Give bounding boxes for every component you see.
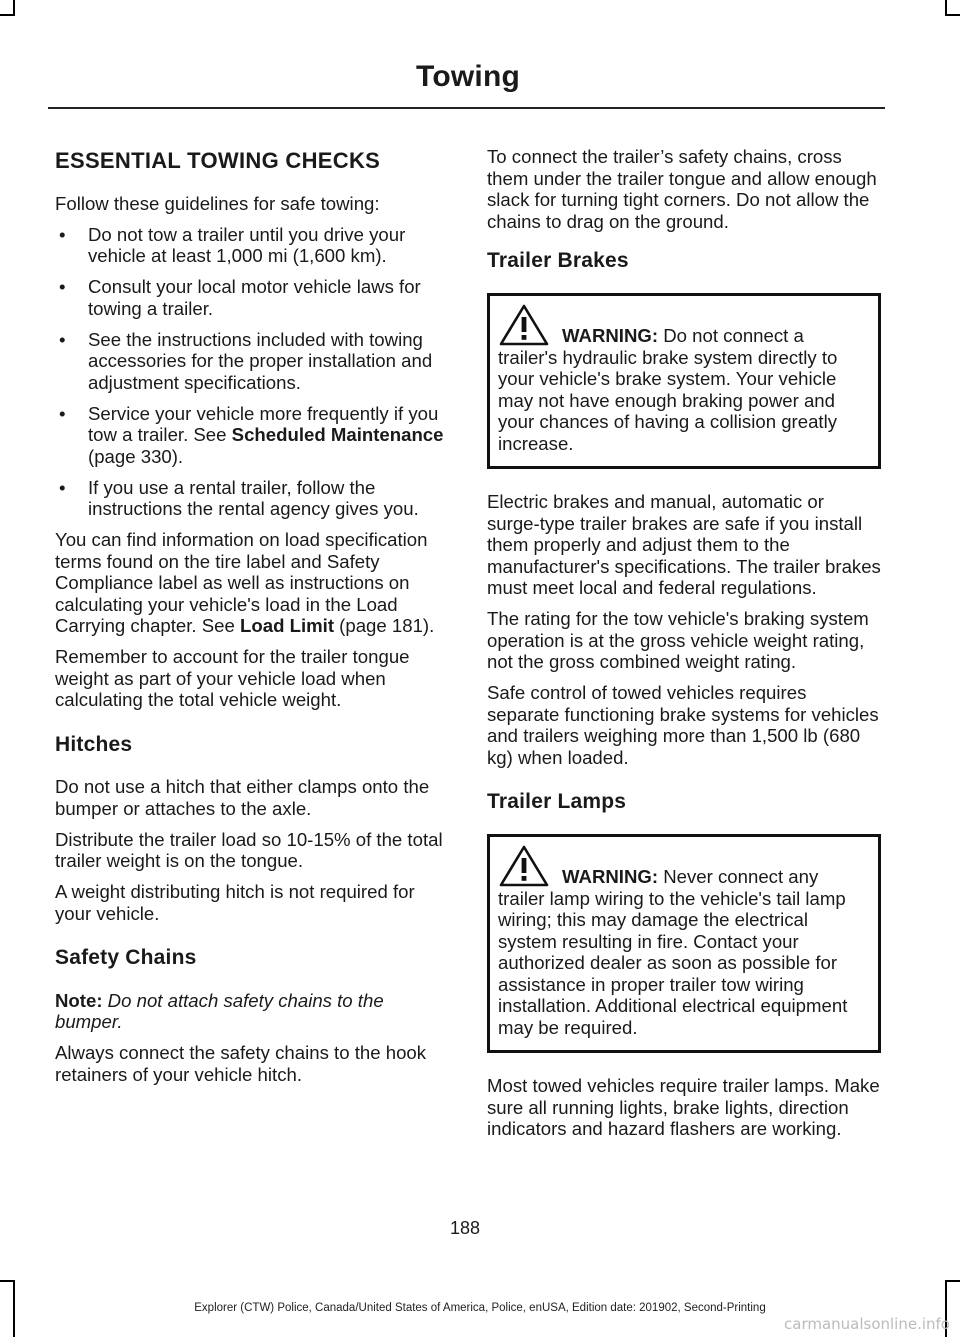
right-column — [487, 146, 881, 1149]
warning-text: trailer's hydraulic brake system directly to your vehicle's brake system. Your vehicle may not have enough braking power and your chances of having a collision greatly increase. — [498, 346, 838, 454]
warning-label: WARNING: — [562, 866, 659, 887]
tongue-paragraph: Remember to account for the trailer tongue weight as part of your vehicle load when calculating the total vehicle weight. — [55, 646, 410, 710]
cross-reference-link[interactable]: Load Limit — [240, 615, 335, 636]
warning-label: WARNING: — [562, 325, 659, 346]
paragraph: Most towed vehicles require trailer lamps. Make sure all running lights, brake lights, direction indicators and hazard flashers are working. — [487, 1075, 880, 1139]
list-item: • See the instructions included with towing accessories for the proper installation and adjustment specifications. — [59, 328, 433, 393]
note-label: Note: — [55, 989, 103, 1011]
paragraph: Always connect the safety chains to the hook retainers of your vehicle hitch. — [55, 1042, 427, 1085]
paragraph: A weight distributing hitch is not required for your vehicle. — [55, 881, 415, 924]
cross-reference-link[interactable]: Scheduled Maintenance — [231, 424, 444, 445]
list-item: • If you use a rental trailer, follow the instructions the rental agency gives you. — [59, 476, 419, 519]
list-item: • Service your vehicle more frequently if you tow a trailer. See Scheduled Maintenance (page 330). — [59, 402, 444, 467]
intro-paragraph: Follow these guidelines for safe towing: — [55, 192, 380, 214]
chains-paragraph: To connect the trailer’s safety chains, cross them under the trailer tongue and allow enough slack for turning tight corners. Do not allow the chains to drag on the ground. — [487, 146, 877, 232]
trailer-lamps-heading: Trailer Lamps — [487, 790, 627, 813]
trailer-brakes-heading: Trailer Brakes — [487, 249, 629, 272]
page-number: 188 — [449, 1218, 481, 1238]
list-item: • Do not tow a trailer until you drive your vehicle at least 1,000 mi (1,600 km). — [59, 223, 406, 266]
paragraph: The rating for the tow vehicle's braking system operation is at the gross vehicle weight rating, not the gross combined weight rating. — [487, 608, 869, 672]
bullet: • — [59, 402, 66, 424]
bullet: • — [59, 328, 66, 350]
warning-first-line: WARNING: Do not connect a — [498, 303, 870, 347]
warning-first-line: WARNING: Never connect any — [498, 844, 870, 888]
crop-mark — [945, 14, 960, 16]
left-column — [55, 146, 451, 1095]
safety-chains-heading: Safety Chains — [55, 946, 197, 969]
list-item: • Consult your local motor vehicle laws for towing a trailer. — [59, 276, 421, 319]
bullet: • — [59, 476, 66, 498]
header-rule — [48, 107, 885, 109]
paragraph: Electric brakes and manual, automatic or surge-type trailer brakes are safe if you install them properly and adjust them to the manufacturer's specifications. The trailer brakes must meet local and federal regulations. — [487, 491, 881, 598]
warning-triangle-icon — [498, 303, 550, 347]
bullet: • — [59, 223, 66, 245]
section-heading: ESSENTIAL TOWING CHECKS — [55, 148, 381, 173]
paragraph: Do not use a hitch that either clamps onto the bumper or attaches to the axle. — [55, 776, 430, 819]
crop-mark — [0, 1280, 15, 1282]
bullet: • — [59, 276, 66, 297]
warning-box — [487, 293, 881, 470]
paragraph: Distribute the trailer load so 10-15% of the total trailer weight is on the tongue. — [55, 828, 443, 871]
page-header-title: Towing — [416, 60, 520, 93]
warning-triangle-icon — [498, 844, 550, 888]
warning-text: trailer lamp wiring to the vehicle's tail lamp wiring; this may damage the electrical system resulting in fire. Contact your authorized dealer as soon as possible for assistance in proper trailer tow wiring installation. Additional electrical equipment may be required. — [498, 887, 848, 1038]
watermark: carmanualsonline.info — [784, 1315, 950, 1333]
crop-mark — [945, 1280, 960, 1282]
hitches-heading: Hitches — [55, 732, 133, 756]
paragraph: Safe control of towed vehicles requires separate functioning brake systems for vehicles and trailers weighing more than 1,500 lb (680 kg) when loaded. — [487, 682, 879, 768]
crop-mark — [0, 14, 15, 16]
guidelines-list — [55, 224, 451, 520]
warning-box — [487, 834, 881, 1054]
note-paragraph: Note: Do not attach safety chains to the bumper. — [55, 989, 384, 1032]
footer-edition-info: Explorer (CTW) Police, Canada/United States of America, Police, enUSA, Edition date: 201902, Second-Printing — [194, 1302, 766, 1314]
load-paragraph: You can find information on load specification terms found on the tire label and Safety Compliance label as well as instructions on calculating your vehicle's load in the Load Carrying chapter. See Load Limit (page 181). — [55, 529, 435, 636]
